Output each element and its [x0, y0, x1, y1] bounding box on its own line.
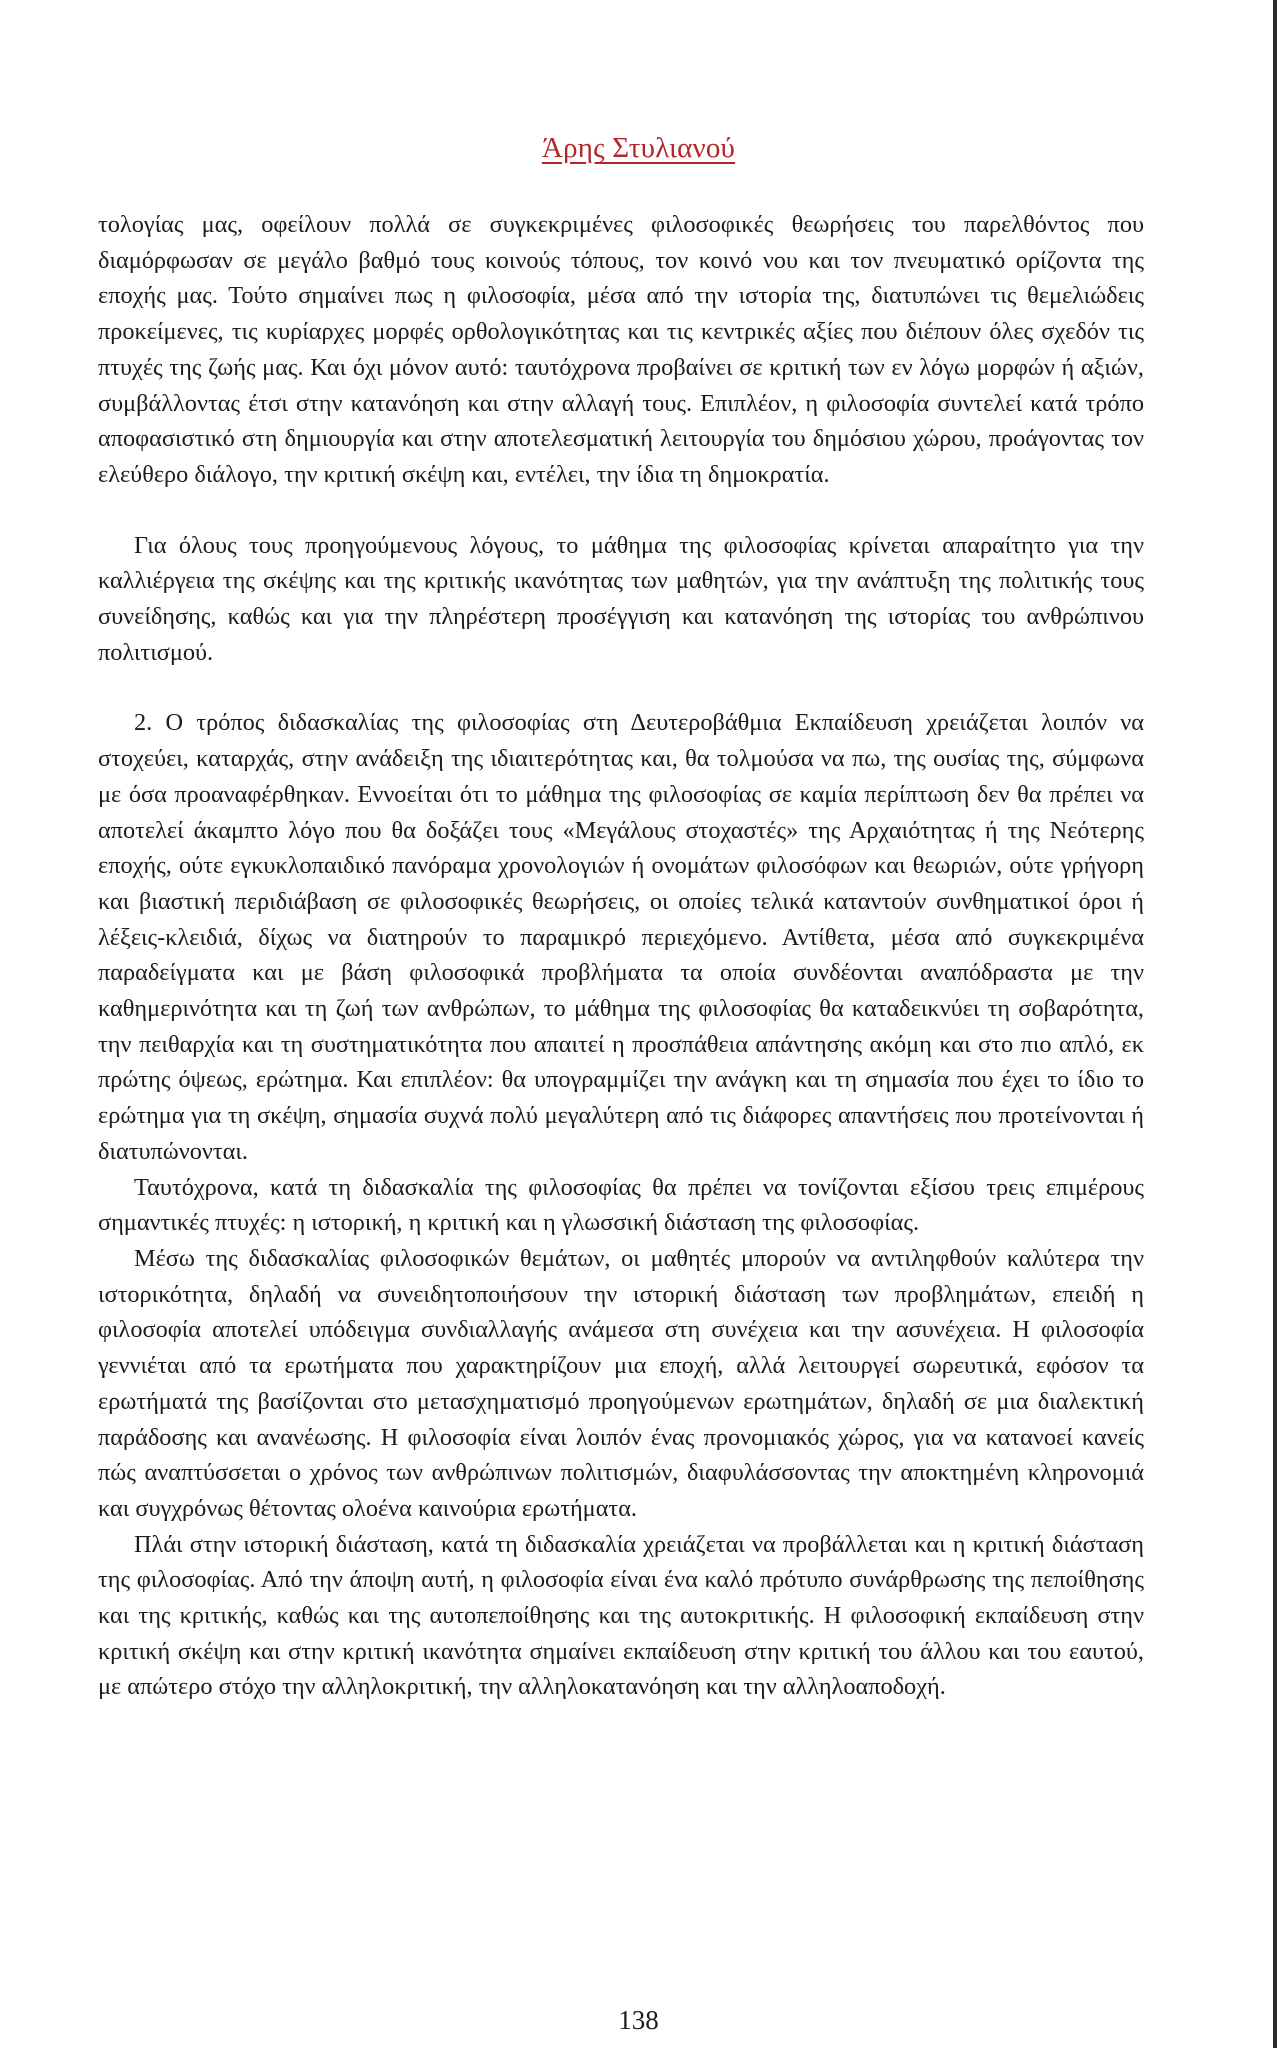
paragraph-2: Για όλους τους προηγούμενους λόγους, το μάθημα της φιλοσοφίας κρίνεται απαραίτητο για την καλλιέργεια της σκέψης και της κριτικής ικανότητας των μαθητών, για την ανάπτυξη της πολιτικής τους συνείδησης, καθώς και για την πληρέστερη προσέγγιση και κατανόηση της ιστορίας του ανθρώπινου πολιτισμού.	[98, 531, 1144, 666]
page-edge	[1273, 0, 1277, 2048]
running-header	[0, 132, 1277, 165]
paragraph-4: Ταυτόχρονα, κατά τη διδασκαλία της φιλοσοφίας θα πρέπει να τονίζονται εξίσου τρεις επιμέρους σημαντικές πτυχές: η ιστορική, η κριτική και η γλωσσική διάσταση της φιλοσοφίας.	[98, 1173, 1144, 1237]
body-text	[98, 207, 1144, 1705]
running-header-title: Άρης Στυλιανού	[541, 132, 736, 164]
paragraph-5: Μέσω της διδασκαλίας φιλοσοφικών θεμάτων, οι μαθητές μπορούν να αντιληφθούν καλύτερα την ιστορικότητα, δηλαδή να συνειδητοποιήσουν την ιστορική διάσταση των προβλημάτων, επειδή η φιλοσοφία αποτελεί υπόδειγμα συνδιαλλαγής ανάμεσα στη συνέχεια και την ασυνέχεια. Η φιλοσοφία γεννιέται από τα ερωτήματα που χαρακτηρίζουν μια εποχή, αλλά λειτουργεί σωρευτικά, εφόσον τα ερωτήματά της βασίζονται στο μετασχηματισμό προηγούμενων ερωτημάτων, δηλαδή σε μια διαλεκτική παράδοσης και ανανέωσης. Η φιλοσοφία είναι λοιπόν ένας προνομιακός χώρος, για να κατανοεί κανείς πώς αναπτύσσεται ο χρόνος των ανθρώπινων πολιτισμών, διαφυλάσσοντας την αποκτημένη κληρονομιά και συγχρόνως θέτοντας ολοένα καινούρια ερωτήματα.	[98, 1244, 1144, 1522]
paragraph-3: 2. Ο τρόπος διδασκαλίας της φιλοσοφίας στη Δευτεροβάθμια Εκπαίδευση χρειάζεται λοιπόν να στοχεύει, καταρχάς, στην ανάδειξη της ιδιαιτερότητας και, θα τολμούσα να πω, της ουσίας της, σύμφωνα με όσα προαναφέρθηκαν. Εννοείται ότι το μάθημα της φιλοσοφίας σε καμία περίπτωση δεν θα πρέπει να αποτελεί άκαμπτο λόγο που θα δοξάζει τους «Μεγάλους στοχαστές» της Αρχαιότητας ή της Νεότερης εποχής, ούτε εγκυκλοπαιδικό πανόραμα χρονολογιών ή ονομάτων φιλοσόφων και θεωριών, ούτε γρήγορη και βιαστική περιδιάβαση σε φιλοσοφικές θεωρήσεις, οι οποίες τελικά καταντούν συνθηματικοί όροι ή λέξεις-κλειδιά, δίχως να διατηρούν το παραμικρό περιεχόμενο. Αντίθετα, μέσα από συγκεκριμένα παραδείγματα και με βάση φιλοσοφικά προβλήματα τα οποία συνδέονται αναπόδραστα με την καθημερινότητα και τη ζωή των ανθρώπων, το μάθημα της φιλοσοφίας θα καταδεικνύει τη σοβαρότητα, την πειθαρχία και τη συστηματικότητα που απαιτεί η προσπάθεια απάντησης ακόμη και στο πιο απλό, εκ πρώτης όψεως, ερώτημα. Και επιπλέον: θα υπογραμμίζει την ανάγκη και τη σημασία που έχει το ίδιο το ερώτημα για τη σκέψη, σημασία συχνά πολύ μεγαλύτερη από τις διάφορες απαντήσεις που προτείνονται ή διατυπώνονται.	[98, 709, 1144, 1165]
page-number: 138	[618, 2005, 659, 2035]
paragraph-6: Πλάι στην ιστορική διάσταση, κατά τη διδασκαλία χρειάζεται να προβάλλεται και η κριτική διάσταση της φιλοσοφίας. Από την άποψη αυτή, η φιλοσοφία είναι ένα καλό πρότυπο συνάρθρωσης της πεποίθησης και της κριτικής, καθώς και της αυτοπεποίθησης και της αυτοκριτικής. Η φιλοσοφική εκπαίδευση στην κριτική σκέψη και στην κριτική ικανότητα σημαίνει εκπαίδευση στην κριτική του άλλου και του εαυτού, με απώτερο στόχο την αλληλοκριτική, την αλληλοκατανόηση και την αλληλοαποδοχή.	[98, 1530, 1144, 1701]
paragraph-1: τολογίας μας, οφείλουν πολλά σε συγκεκριμένες φιλοσοφικές θεωρήσεις του παρελθόντος που διαμόρφωσαν σε μεγάλο βαθμό τους κοινούς τόπους, τον κοινό νου και τον πνευματικό ορίζοντα της εποχής μας. Τούτο σημαίνει πως η φιλοσοφία, μέσα από την ιστορία της, διατυπώνει τις θεμελιώδεις προκείμενες, τις κυρίαρχες μορφές ορθολογικότητας και τις κεντρικές αξίες που διέπουν όλες σχεδόν τις πτυχές της ζωής μας. Και όχι μόνον αυτό: ταυτόχρονα προβαίνει σε κριτική των εν λόγω μορφών ή αξιών, συμβάλλοντας έτσι στην κατανόηση και στην αλλαγή τους. Επιπλέον, η φιλοσοφία συντελεί κατά τρόπο αποφασιστικό στη δημιουργία και στην αποτελεσματική λειτουργία του δημόσιου χώρου, προάγοντας τον ελεύθερο διάλογο, την κριτική σκέψη και, εντέλει, την ίδια τη δημοκρατία.	[98, 211, 1144, 488]
